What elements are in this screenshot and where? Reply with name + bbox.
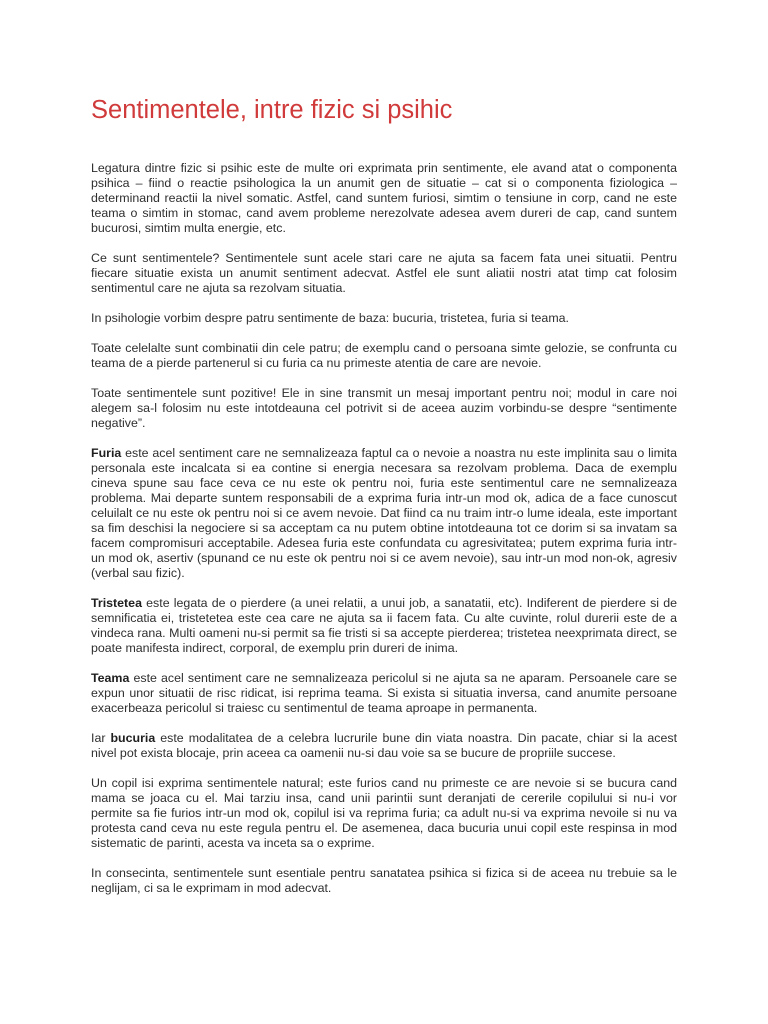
paragraph-combinations <box>91 341 677 371</box>
paragraph-prefix: Iar <box>91 731 111 745</box>
paragraph-text: este acel sentiment care ne semnalizeaza pericolul si ne ajuta sa ne aparam. Persoanele care se expun unor situatii de risc ridicat, isi reprima teama. Si exista si situatia inversa, cand anumite persoane exacerbeaza pericolul si traiesc cu sentimentul de teama aproape in permanenta. <box>91 671 677 715</box>
paragraph-lead-bold: Teama <box>91 671 130 685</box>
paragraph-text: In psihologie vorbim despre patru sentimente de baza: bucuria, tristetea, furia si teama. <box>91 311 569 325</box>
paragraph-intro <box>91 161 677 236</box>
paragraph-text: Un copil isi exprima sentimentele natural; este furios cand nu primeste ce are nevoie si se bucura cand mama se joaca cu el. Mai tarziu insa, cand unii parintii sunt deranjati de cererile copilului si nu-i vor permite sa fie furios intr-un mod ok, copilul isi va reprima furia; ca adult nu-si va exprima nevoile si nu va protesta cand ceva nu este regula pentru el. De asemenea, daca bucuria unui copil este respinsa in mod sistematic de parinti, acesta va inceta sa o exprime. <box>91 776 677 850</box>
paragraph-lead-bold: bucuria <box>110 731 156 745</box>
paragraph-text: Toate sentimentele sunt pozitive! Ele in sine transmit un mesaj important pentru noi; modul in care noi alegem sa-l folosim nu este intotdeauna cel potrivit si de aceea auzim vorbindu-se despre “sentimente negative”. <box>91 386 677 430</box>
paragraph-definition <box>91 251 677 296</box>
paragraph-text: este modalitatea de a celebra lucrurile bune din viata noastra. Din pacate, chiar si la acest nivel pot exista blocaje, prin aceea ca oamenii nu-si dau voie sa se bucure de propriile succese. <box>91 731 678 760</box>
paragraph-anger <box>91 446 677 581</box>
paragraph-lead-bold: Furia <box>91 446 122 460</box>
paragraph-text: este acel sentiment care ne semnalizeaza faptul ca o nevoie a noastra nu este implinita sau o limita personala este incalcata si ea contine si energia necesara sa rezolvam problema. Daca de exemplu cineva spune sau face ceva ce nu este ok pentru noi, furia este sentimentul care ne semnalizeaza problema. Mai departe suntem responsabili de a exprima furia intr-un mod ok, adica de a face cunoscut celuilalt ce nu este ok pentru noi si ce avem nevoie. Dat fiind ca nu traim intr-o lume ideala, este important sa fim deschisi la negociere si sa acceptam ca nu putem obtine intotdeauna tot ce dorim si sa invatam sa facem compromisuri acceptabile. Adesea furia este confundata cu agresivitatea; putem exprima furia intr-un mod ok, asertiv (spunand ce nu este ok pentru noi si ce avem nevoie), sau intr-un mod non-ok, agresiv (verbal sau fizic). <box>91 446 677 580</box>
paragraph-child <box>91 776 677 851</box>
paragraph-fear <box>91 671 677 716</box>
paragraph-basic-feelings <box>91 311 677 326</box>
paragraph-lead-bold: Tristetea <box>91 596 142 610</box>
paragraph-text: Legatura dintre fizic si psihic este de multe ori exprimata prin sentimente, ele avand atat o componenta psihica – fiind o reactie psihologica la un anumit gen de situatie – cat si o componenta fiziologica – determinand reactii la nivel somatic. Astfel, cand suntem furiosi, simtim o tensiune in corp, cand ne este teama o simtim in stomac, cand avem probleme nerezolvate adesea avem dureri de cap, cand suntem bucurosi, simtim multa energie, etc. <box>91 161 677 235</box>
paragraph-text: In consecinta, sentimentele sunt esentiale pentru sanatatea psihica si fizica si de aceea nu trebuie sa le neglijam, ci sa le exprimam in mod adecvat. <box>91 866 677 895</box>
paragraph-sadness <box>91 596 677 656</box>
paragraph-positive-feelings <box>91 386 677 431</box>
paragraph-text: Toate celelalte sunt combinatii din cele patru; de exemplu cand o persoana simte gelozie, se confrunta cu teama de a pierde partenerul si cu furia ca nu primeste atentia de care are nevoie. <box>91 341 677 370</box>
paragraph-joy <box>91 731 677 761</box>
document-body <box>91 161 677 896</box>
paragraph-text: este legata de o pierdere (a unei relatii, a unui job, a sanatatii, etc). Indiferent de pierdere si de semnificatia ei, tristetetea este cea care ne ajuta sa ii facem fata. Cu alte cuvinte, rolul durerii este de a vindeca rana. Multi oameni nu-si permit sa fie tristi si sa accepte pierderea; tristetea neexprimata direct, se poate manifesta indirect, corporal, de exemplu prin dureri de inima. <box>91 596 677 655</box>
page-title: Sentimentele, intre fizic si psihic <box>91 96 453 124</box>
paragraph-text: Ce sunt sentimentele? Sentimentele sunt acele stari care ne ajuta sa facem fata unei situatii. Pentru fiecare situatie exista un anumit sentiment adecvat. Astfel ele sunt aliatii nostri atat timp cat folosim sentimentul care ne ajuta sa rezolvam situatia. <box>91 251 677 295</box>
paragraph-conclusion <box>91 866 677 896</box>
